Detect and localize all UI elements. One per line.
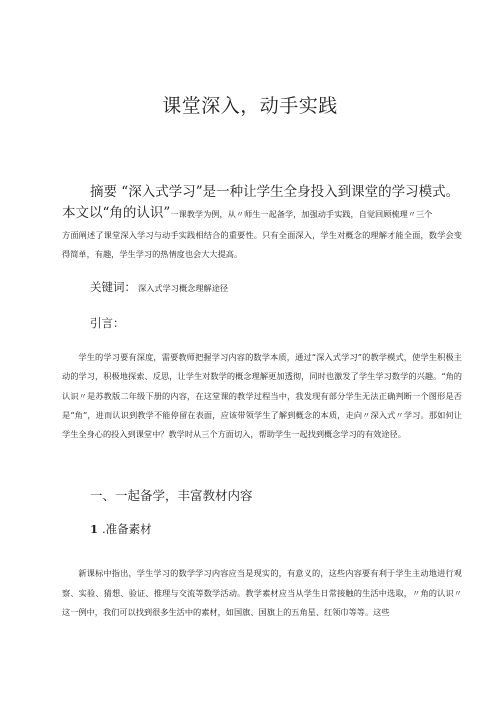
section-paragraph: 新课标中指出，学生学习的数学学习内容应当是现实的，有意义的，这些内容要有利于学生主动地进行观察、实验、猜想、验证、推理与交流等数学活动。教学素材应当从学生日常接触的生活中选取，〃角的认识〃这一例中，我们可以找到很多生活中的素材，如国旗、国旗上的五角星、红领巾等等。这些 — [62, 568, 462, 617]
section-heading: 一、一起备学，丰富教材内容 — [90, 488, 253, 503]
keywords-label: 关键词： — [90, 280, 136, 294]
abstract-line2-large-text: 本文以“角的认识” — [62, 205, 171, 221]
intro-heading: 引言： — [90, 316, 125, 330]
abstract-label: 摘要 — [90, 184, 117, 200]
intro-paragraph: 学生的学习要有深度，需要教师把握学习内容的数学本质，通过“深入式学习”的教学模式，使学生积极主动的学习，积极地探索、反思，让学生对数学的概念理解更加透彻，同时也激发了学生学习数学的兴趣。“角的认识〃是苏教版二年级下册的内容，在这堂课的教学过程当中，我发现有部分学生无法正确判断一个图形是否是“角”，进而认识到教学不能停留在表面，应该带领学生了解到概念的本质，走向〃深入式〃学习。那如何让学生全身心的投入到课堂中？教学时从三个方面切入，帮助学生一起找到概念学习的有效途径。 — [62, 352, 462, 440]
abstract-line1-text: “深入式学习”是一种让学生全身投入到课堂的学习模式。 — [121, 184, 460, 200]
intro-body — [62, 348, 462, 444]
sub-heading-number: 1 — [90, 522, 99, 536]
keywords-line — [90, 276, 228, 295]
page-title: 课堂深入，动手实践 — [162, 95, 338, 117]
sub-heading-title: .准备素材 — [102, 522, 152, 536]
abstract-body: 方面阐述了课堂深入学习与动手实践相结合的重要性。只有全面深入，学生对概念的理解才能全面，数学会变得简单，有趣，学生学习的热情度也会大大提高。 — [62, 230, 462, 259]
abstract-line2-small-text: 一课教学为例，从〃师生一起备学，加强动手实践，自觉回顾梳理〃三个 — [170, 209, 433, 219]
abstract-second-line — [62, 201, 462, 221]
keywords-value: 深入式学习概念理解途径 — [138, 283, 229, 293]
section-body — [62, 564, 462, 623]
sub-heading — [90, 521, 152, 537]
abstract-first-line — [90, 180, 462, 200]
